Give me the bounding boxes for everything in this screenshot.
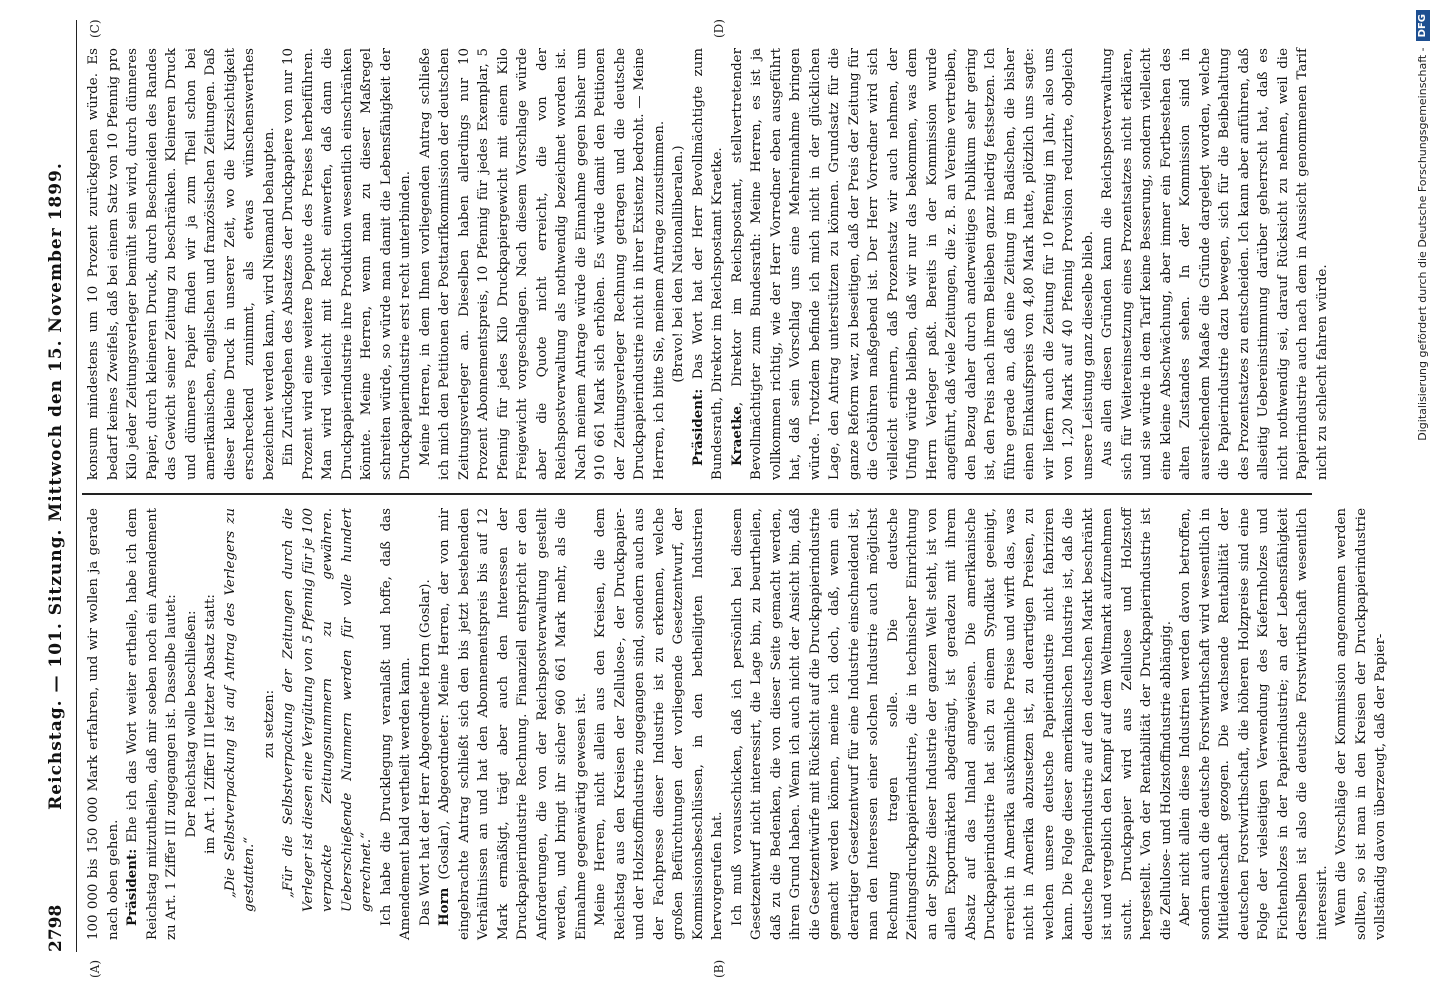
paragraph xyxy=(435,508,591,940)
digitization-credit-text xyxy=(1412,0,1434,1000)
page-title: Reichstag. — 101. Sitzung. Mittwoch den 15. November 1899. xyxy=(46,162,66,810)
page-number: 2798 xyxy=(46,904,66,952)
speech-text: Das Wort hat der Herr Bevollmächtigte zum Bundesrath, Direktor im Reichspostamt Kraetke. xyxy=(690,48,725,480)
paragraph: Meine Herren, in dem Ihnen vorliegenden Antrag schließe ich mich den Petitionen der Posttarifkommission der deutschen Zeitungsverleger an. Dieselben haben allerdings nur 10 Prozent Abonnementspreis, 10 Pfennig für jedes Exemplar, 5 Pfennig für jedes Kilo Druckpapiergewicht mit einem Kilo Freigewicht vorgeschlagen. Nach diesem Vorschlage würde aber die Quote nicht erreicht, die von der Reichspostverwaltung als nothwendig bezeichnet worden ist. Nach meinem Antrage würde die Einnahme gegen bisher um 910 661 Mark sich erhöhen. Es würde damit den Petitionen der Zeitungsverleger Rechnung getragen und die deutsche Druckpapierindustrie nicht in ihrer Existenz bedroht. — Meine Herren, ich bitte Sie, meinem Antrage zuzustimmen. xyxy=(417,48,667,480)
paragraph: Ich muß vorausschicken, daß ich persönlich bei diesem Gesetzentwurf nicht interessirt, die Lage bin, zu beurtheilen, daß zu die Bedenken, die von dieser Seite gemacht werden, ihren Grund haben. Wenn ich auch nicht der Ansicht bin, daß die Gesetzentwürfe mit Rücksicht auf die Druckpapierindustrie gemacht werden können, meine ich doch, daß, wenn ein derartiger Gesetzentwurf für eine Industrie einschneidend ist, man den Interessen einer solchen Industrie auch möglichst Rechnung tragen solle. Die deutsche Zeitungsdruckpapierindustrie, die in technischer Einrichtung an der Spitze dieser Industrie der ganzen Welt steht, ist von allen Exportmärkten abgedrängt, ist geradezu mit ihrem Absatz auf das Inland angewiesen. Die amerikanische Druckpapierindustrie hat sich zu einem Syndikat geeinigt, erreicht in Amerika auskömmliche Preise und wirft das, was nicht in Amerika abzusetzen ist, zu derartigen Preisen, zu welchen unsere deutsche Papierindustrie nicht fabriziren kann. Die Folge dieser amerikanischen Industrie ist, daß die deutsche Papierindustrie auf den deutschen Markt beschränkt ist und vergeblich den Kampf auf dem Weltmarkt aufzunehmen sucht. Druckpapier wird aus Zellulose und Holzstoff hergestellt. Von der Rentabilität der Druckpapierindustrie ist die Zellulose- und Holzstoffindustrie abhängig. xyxy=(729,508,1174,940)
dfg-logo: DFG xyxy=(1416,10,1430,41)
margin-marker-c: (C) xyxy=(88,19,102,38)
margin-marker-a: (A) xyxy=(88,959,102,978)
speech-text: (Goslar), Abgeordneter: Meine Herren, der von mir eingebrachte Antrag schließt sich den bis jetzt bestehenden Verhältnissen an und hat den Abonnementspreis bis auf 12 Mark ermäßigt, trägt aber auch den Interessen der Druckpapierindustrie Rechnung. Finanziell entspricht er den Anforderungen, die von der Reichspostverwaltung gestellt werden, und bringt ihr sicher 960 661 Mark mehr, als die Einnahme gegenwärtig gewesen ist. xyxy=(437,508,589,940)
left-column xyxy=(84,508,1388,940)
paragraph: konsum mindestens um 10 Prozent zurückgehen würde. Es bedarf keines Zweifels, daß bei einem Satz von 10 Pfennig pro Kilo jeder Zeitungsverleger bemüht sein wird, durch dünneres Papier, durch kleineren Druck, durch Beschneiden des Randes das Gewicht seiner Zeitung zu beschränken. Kleineren Druck und dünneres Papier finden wir ja zum Theil schon bei amerikanischen, englischen und französischen Zeitungen. Daß dieser kleine Druck in unserer Zeit, wo die Kurzsichtigkeit erschreckend zunimmt, als etwas wünschenswerthes bezeichnet werden kann, wird Niemand behaupten. xyxy=(86,48,277,480)
column-divider xyxy=(82,493,1312,495)
paragraph: Das Wort hat der Herr Abgeordnete Horn (Goslar). xyxy=(417,579,433,926)
speaker-name: Kraetke xyxy=(728,406,745,466)
paragraph xyxy=(123,508,182,940)
paragraph: Aber nicht allein diese Industrien werden davon betroffen, sondern auch die deutsche Forstwirthschaft wird wesentlich in Mitleidenschaft gezogen. Die wachsende Rentabilität der deutschen Forstwirthschaft, die höheren Holzpreise sind eine Folge der vielseitigen Verwendung des Kiefernholzes und Fichtenholzes in der Papierindustrie; an der Lebensfähigkeit derselben ist also die deutsche Forstwirthschaft wesentlich interessirt. xyxy=(1178,508,1330,940)
paragraph: Meine Herren, nicht allein aus den Kreisen, die dem Reichstag aus den Kreisen der Zellulose-, der Druckpapier- und der Holzstoffindustrie zugegangen sind, sondern auch aus der Fachpresse dieser Industrie ist zu erkennen, welche großen Befürchtungen der vorliegende Gesetzentwurf, der Kommissionsbeschlüssen, in den betheiligten Industrien hervorgerufen hat. xyxy=(593,508,725,940)
paragraph: Ein Zurückgehen des Absatzes der Druckpapiere von nur 10 Prozent wird eine weitere Depoute des Preises herbeiführen. Man wird vielleicht mit Recht einwerfen, daß dann die Druckpapierindustrie ihre Produktion wesentlich einschränken könnte. Meine Herren, wenn man zu dieser Maßregel schreiten würde, so würde man damit die Lebensfähigkeit der Druckpapierindustrie erst recht unterbinden. xyxy=(281,48,413,480)
paragraph xyxy=(728,48,1099,480)
speaker-name: Präsident: xyxy=(124,848,140,926)
digitization-credit xyxy=(1412,0,1434,1000)
paragraph: im Art. 1 Ziffer III letzter Absatz statt: xyxy=(203,594,218,854)
paragraph: Aus allen diesen Gründen kann die Reichspostverwaltung sich für Weitereinsetzung eines Prozentsatzes nicht erklären, und sie würde in dem Tarif keine Besserung, sondern vielleicht eine kleine Abschwächung, aber immer ein Fortbestehen des alten Zustandes sehen. In der Kommission sind in ausreichendem Maaße die Gründe dargelegt worden, welche die Papierindustrie dazu bewegen, sich für die Beibehaltung des Prozentsatzes zu entscheiden. Ich kann aber anführen, daß allseitig Uebereinstimmung darüber geherrscht hat, daß es nicht nothwendig sei, darauf Rücksicht zu nehmen, weil die Papierindustrie auch nach dem in Aussicht genommenen Tarif nicht zu schlecht fahren würde. xyxy=(1100,48,1330,480)
margin-marker-b: (B) xyxy=(712,959,726,978)
applause-note: (Bravo! bei den Nationalliberalen.) xyxy=(671,145,686,383)
header-rule xyxy=(76,20,77,952)
paragraph: Ich habe die Drucklegung veranlaßt und hoffe, daß das Amendement bald vertheilt werden kann. xyxy=(378,508,413,940)
margin-marker-d: (D) xyxy=(712,19,726,38)
quoted-text: „Für die Selbstverpackung der Zeitungen durch die Verleger ist diesen eine Vergütung von 5 Pfennig für je 100 verpackte Zeitungsnummern zu gewähren. Ueberschießende Nummern werden für volle hundert gerechnet.“ xyxy=(281,508,374,912)
quoted-text: „Die Selbstverpackung ist auf Antrag des Verlegers zu gestatten.“ xyxy=(222,508,257,912)
paragraph xyxy=(689,48,728,480)
speaker-name: Horn xyxy=(436,887,452,926)
paragraph: 100 000 bis 150 000 Mark erfahren, und wir wollen ja gerade nach oben gehen. xyxy=(86,508,121,940)
running-header xyxy=(40,20,70,952)
paragraph: Der Reichstag wolle beschließen: xyxy=(183,610,199,838)
right-column xyxy=(84,48,1330,480)
paragraph: Wenn die Vorschläge der Kommission angenommen werden sollten, so ist man in den Kreisen der Druckpapierindustrie vollständig davon überzeugt, daß der Papier- xyxy=(1334,508,1388,940)
speaker-name: Präsident: xyxy=(689,388,706,466)
credit-text: Digitalisierung gefördert durch die Deutsche Forschungsgemeinschaft - xyxy=(1416,47,1429,441)
speech-text: , Direktor im Reichspostamt, stellvertretender Bevollmächtigter zum Bundesrath: Meine Herren, es ist ja vollkommen richtig, wie der Herr Vorredner eben ausgeführt hat, daß sein Vorschlag uns eine Mehreinnahme bringen würde. Trotzdem befinde ich mich nicht in der glücklichen Lage, den Antrag unterstützen zu können. Grundsatz für die ganze Reform war, zu beseitigen, daß der Preis der Zeitung für die Gebühren maßgebend ist. Der Herr Vorredner wird sich vielleicht erinnern, daß Prozentsatz wir auch nehmen, der Unfug würde bleiben, daß wir nur das bekommen, was dem Herrn Verleger paßt. Bereits in der Kommission wurde angeführt, daß viele Zeitungen, die z. B. an Vereine vertreiben, den Bezug daher durch anderweitiges Publikum sehr gering ist, den Preis nach ihrem Belieben ganz niedrig festsetzen. Ich führe gerade an, daß eine Zeitung im Badischen, die bisher einen Einkaufspreis von 4,80 Mark hatte, plötzlich uns sagte: wir liefern auch die Zeitung für 10 Pfennig im Jahr, also uns von 1,20 Mark auf 40 Pfennig Provision reduzirte, obgleich unsere Leistung ganz dieselbe blieb. xyxy=(729,48,1096,480)
paragraph: zu setzen: xyxy=(261,689,277,759)
speech-text: Ehe ich das Wort weiter ertheile, habe ich dem Reichstag mitzutheilen, daß mir soeben noch ein Amendement zu Art. 1 Ziffer III zugegangen ist. Dasselbe lautet: xyxy=(125,508,179,940)
